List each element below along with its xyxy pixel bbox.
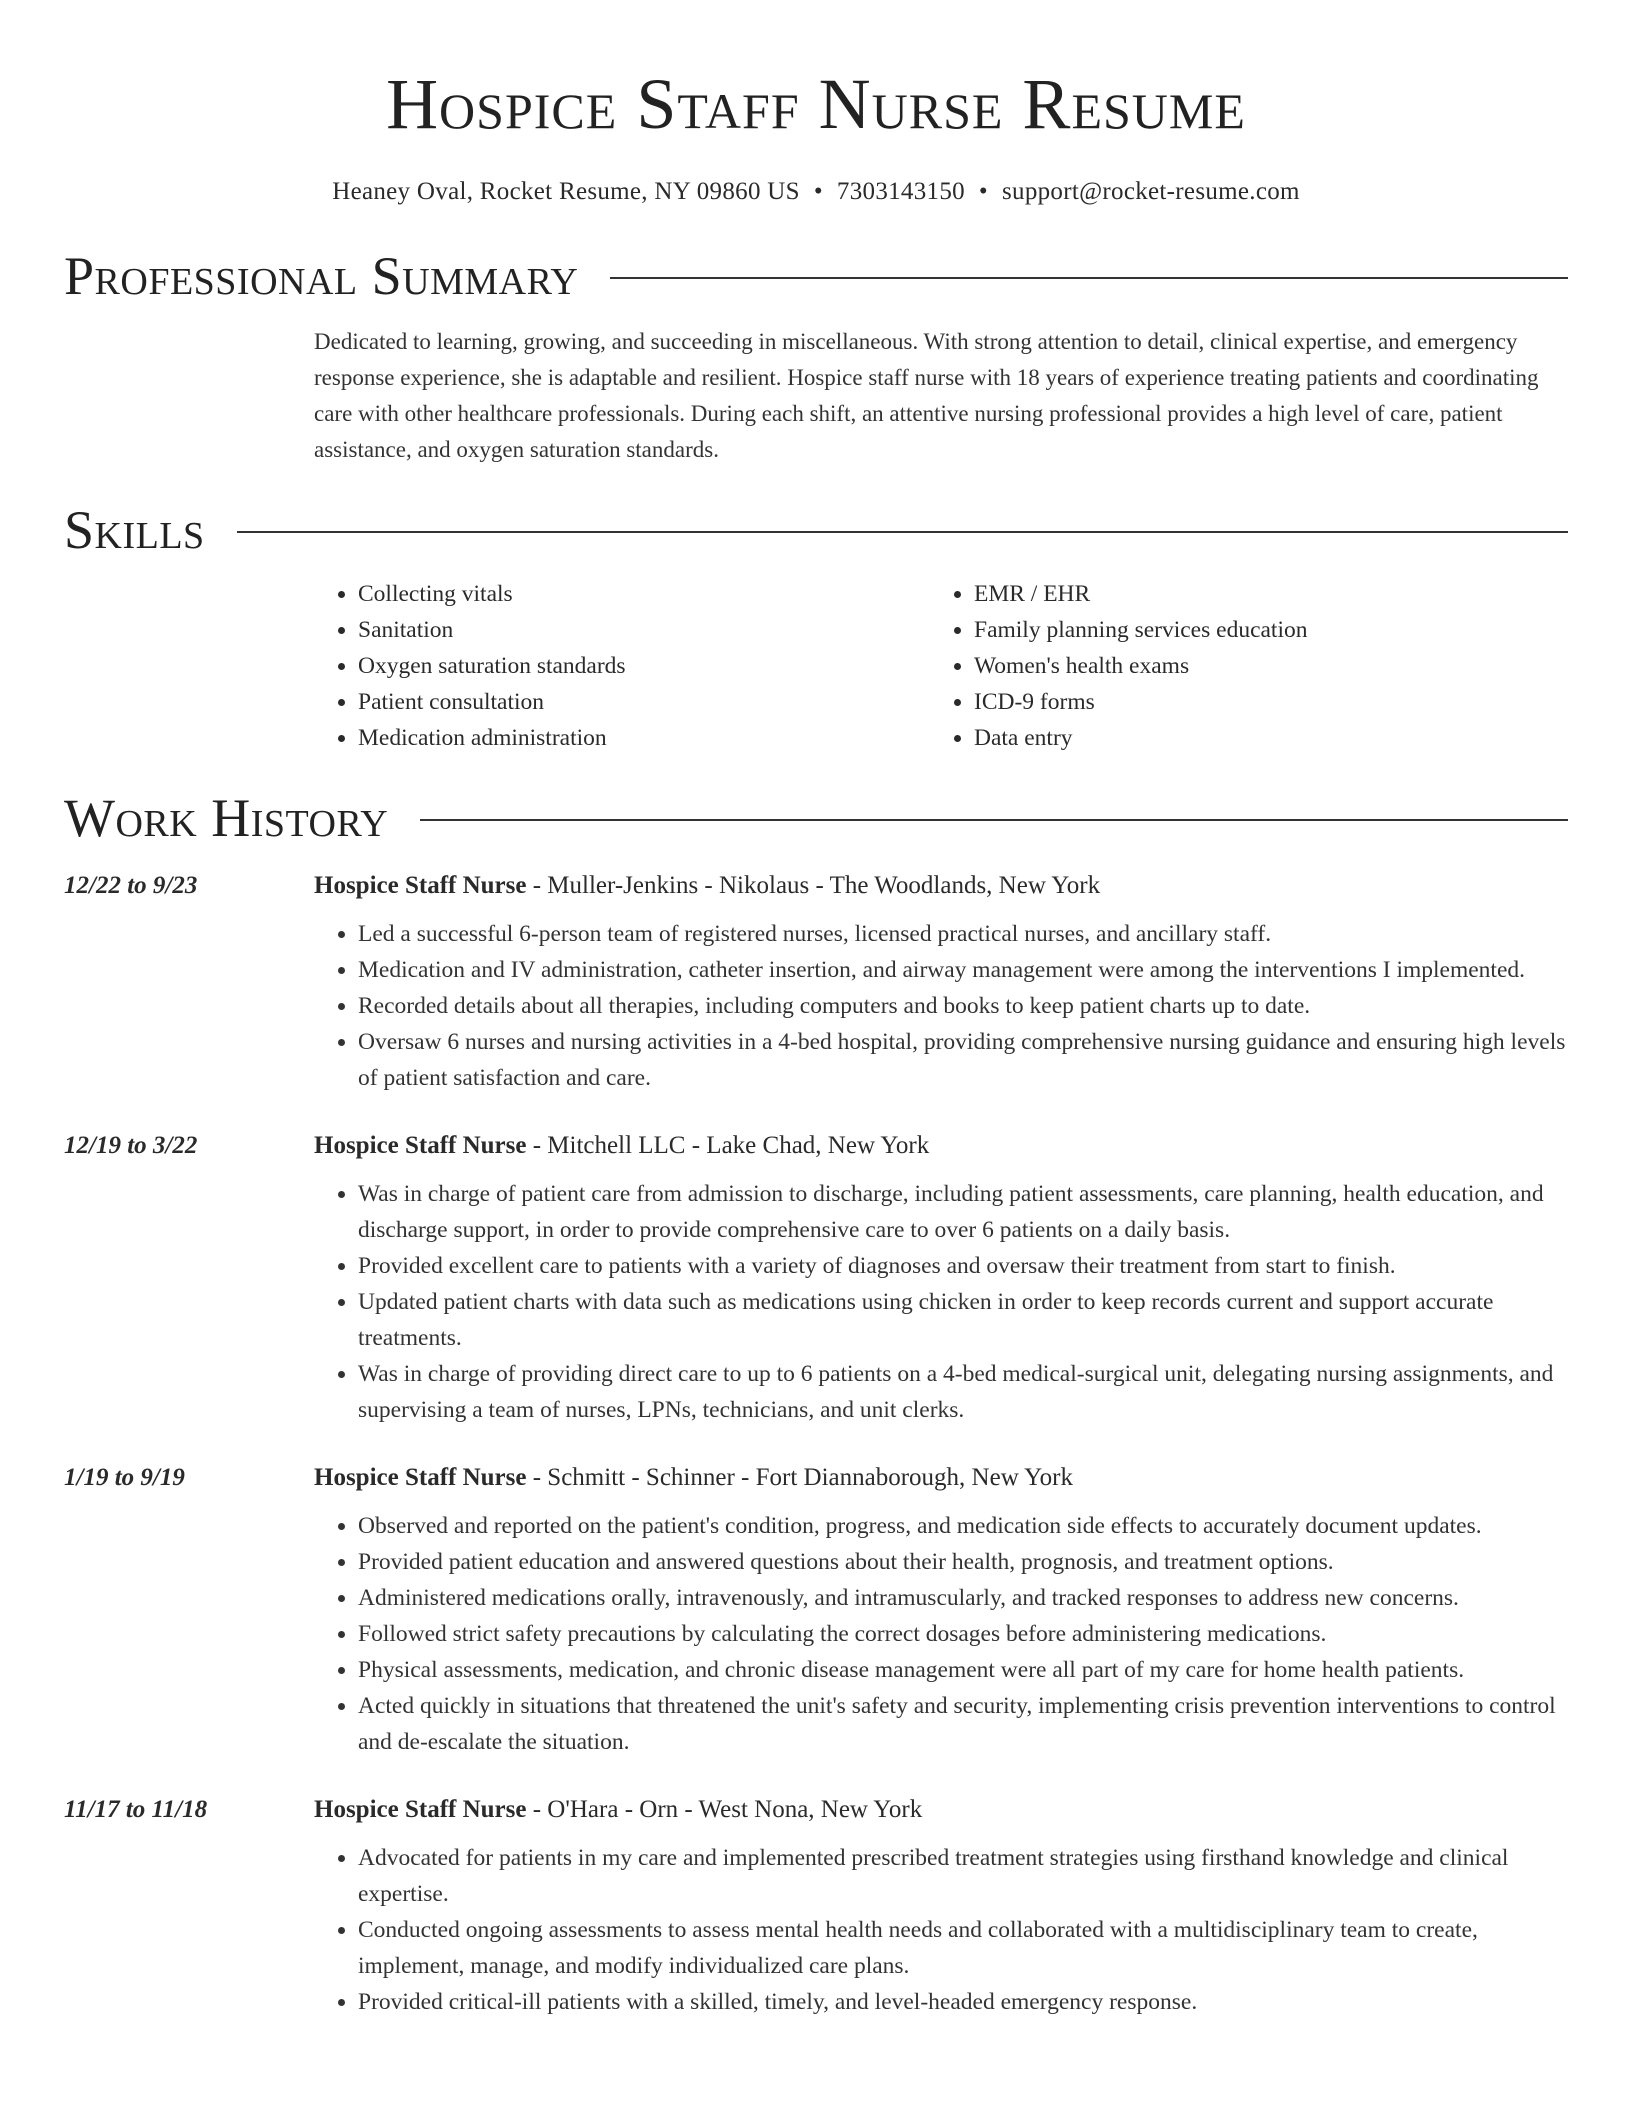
job-bullets	[314, 1508, 1568, 1760]
job-entry	[64, 1788, 1568, 2020]
job-body	[314, 1456, 1568, 1760]
job-bullet: • Provided excellent care to patients with a variety of diagnoses and oversaw their treatment from start to finish.	[358, 1248, 1568, 1284]
skill-item: • ICD-9 forms	[974, 684, 1546, 720]
job-body	[314, 864, 1568, 1096]
contact-separator: •	[978, 178, 988, 205]
skill-item: • Patient consultation	[358, 684, 930, 720]
job-bullet: • Physical assessments, medication, and chronic disease management were all part of my care for home health patients.	[358, 1652, 1568, 1688]
job-bullets	[314, 1176, 1568, 1428]
skill-item: • Family planning services education	[974, 612, 1546, 648]
job-bullets	[314, 916, 1568, 1096]
job-entry	[64, 864, 1568, 1096]
job-bullet: • Observed and reported on the patient's condition, progress, and medication side effects to accurately document updates.	[358, 1508, 1568, 1544]
contact-address: Heaney Oval, Rocket Resume, NY 09860 US	[332, 178, 800, 205]
skills-section-header	[64, 498, 1568, 562]
job-title-line	[314, 864, 1568, 908]
summary-text: Dedicated to learning, growing, and succeeding in miscellaneous. With strong attention to detail, clinical expertise, and emergency response experience, she is adaptable and resilient. Hospice staff nurse with 18 years of experience treating patients and coordinating care with other healthcare professionals. During each shift, an attentive nursing professional provides a high level of care, patient assistance, and oxygen saturation standards.	[314, 329, 1539, 462]
skill-item: • Medication administration	[358, 720, 930, 756]
job-title-line	[314, 1456, 1568, 1500]
skills-column-left	[314, 576, 930, 756]
page-title: Hospice Staff Nurse Resume	[386, 64, 1246, 144]
skills-column-right	[930, 576, 1546, 756]
skill-item: • Collecting vitals	[358, 576, 930, 612]
job-date: 1/19 to 9/19	[64, 1464, 185, 1491]
job-bullet: • Acted quickly in situations that threatened the unit's safety and security, implementing crisis prevention interventions to control and de-escalate the situation.	[358, 1688, 1568, 1760]
section-divider	[237, 531, 1568, 533]
job-entry	[64, 1124, 1568, 1428]
job-bullet: • Oversaw 6 nurses and nursing activities in a 4-bed hospital, providing comprehensive nursing guidance and ensuring high levels of patient satisfaction and care.	[358, 1024, 1568, 1096]
job-bullet: • Followed strict safety precautions by calculating the correct dosages before administering medications.	[358, 1616, 1568, 1652]
job-bullet: • Administered medications orally, intravenously, and intramuscularly, and tracked responses to address new concerns.	[358, 1580, 1568, 1616]
job-title: Hospice Staff Nurse	[314, 1796, 527, 1823]
contact-separator: •	[813, 178, 823, 205]
contact-email: support@rocket-resume.com	[1001, 178, 1300, 205]
job-bullet: • Medication and IV administration, catheter insertion, and airway management were among the interventions I implemented.	[358, 952, 1568, 988]
job-entry	[64, 1456, 1568, 1760]
job-bullet: • Conducted ongoing assessments to assess mental health needs and collaborated with a multidisciplinary team to create, implement, manage, and modify individualized care plans.	[358, 1912, 1568, 1984]
skills-list	[314, 576, 1568, 756]
section-divider	[610, 277, 1568, 279]
summary-section-header	[64, 244, 1568, 308]
job-title-line	[314, 1788, 1568, 1832]
job-bullet: • Was in charge of patient care from admission to discharge, including patient assessments, care planning, health education, and discharge support, in order to provide comprehensive care to over 6 patients on a daily basis.	[358, 1176, 1568, 1248]
contact-phone: 7303143150	[836, 178, 965, 205]
skill-item: • Sanitation	[358, 612, 930, 648]
job-bullets	[314, 1840, 1568, 2020]
job-date: 12/22 to 9/23	[64, 872, 198, 899]
job-title: Hospice Staff Nurse	[314, 872, 527, 899]
job-body	[314, 1788, 1568, 2020]
job-body	[314, 1124, 1568, 1428]
contact-line	[64, 178, 1568, 206]
job-bullet: • Provided critical-ill patients with a skilled, timely, and level-headed emergency response.	[358, 1984, 1568, 2020]
skill-item: • Data entry	[974, 720, 1546, 756]
work-section-header	[64, 786, 1568, 850]
job-employer: - Schmitt - Schinner - Fort Diannaborough, New York	[526, 1464, 1073, 1491]
job-bullet: • Was in charge of providing direct care to up to 6 patients on a 4-bed medical-surgical unit, delegating nursing assignments, and supervising a team of nurses, LPNs, technicians, and unit clerks.	[358, 1356, 1568, 1428]
job-title: Hospice Staff Nurse	[314, 1132, 527, 1159]
job-bullet: • Led a successful 6-person team of registered nurses, licensed practical nurses, and ancillary staff.	[358, 916, 1568, 952]
job-bullet: • Advocated for patients in my care and implemented prescribed treatment strategies using firsthand knowledge and clinical expertise.	[358, 1840, 1568, 1912]
skill-item: • Women's health exams	[974, 648, 1546, 684]
job-title: Hospice Staff Nurse	[314, 1464, 527, 1491]
job-bullet: • Updated patient charts with data such as medications using chicken in order to keep records current and support accurate treatments.	[358, 1284, 1568, 1356]
skills-heading: Skills	[64, 500, 205, 560]
work-heading: Work History	[64, 788, 389, 848]
skill-item: • EMR / EHR	[974, 576, 1546, 612]
summary-heading: Professional Summary	[64, 246, 579, 306]
job-bullet: • Provided patient education and answered questions about their health, prognosis, and treatment options.	[358, 1544, 1568, 1580]
section-divider	[420, 819, 1568, 821]
job-date: 12/19 to 3/22	[64, 1132, 198, 1159]
job-employer: - Muller-Jenkins - Nikolaus - The Woodlands, New York	[526, 872, 1101, 899]
job-employer: - Mitchell LLC - Lake Chad, New York	[526, 1132, 930, 1159]
job-date: 11/17 to 11/18	[64, 1796, 208, 1823]
job-bullet: • Recorded details about all therapies, including computers and books to keep patient charts up to date.	[358, 988, 1568, 1024]
skill-item: • Oxygen saturation standards	[358, 648, 930, 684]
job-employer: - O'Hara - Orn - West Nona, New York	[526, 1796, 923, 1823]
job-title-line	[314, 1124, 1568, 1168]
